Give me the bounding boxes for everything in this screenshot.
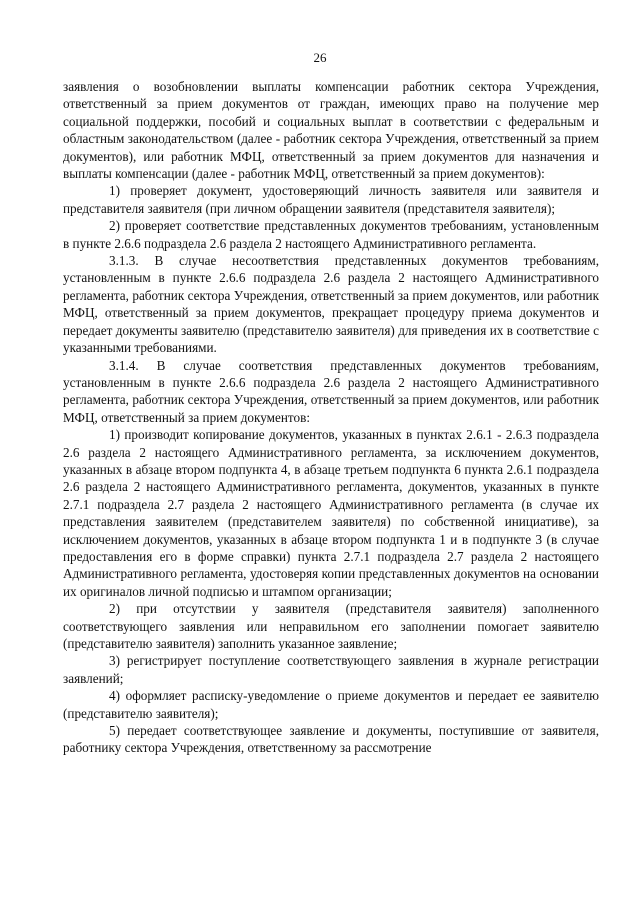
paragraph: 3.1.3. В случае несоответствия представленных документов требованиям, установленным в пункте 2.6.6 подраздела 2.6 раздела 2 настоящего Административного регламента, работник сектора Учреждения, ответственный за прием документов, или работник МФЦ, ответственный за прием документов, прекращает процедуру приема документов и передает документы заявителю (представителю заявителя) для приведения их в соответствие с указанными требованиями. — [63, 253, 599, 356]
paragraph: 3) регистрирует поступление соответствующего заявления в журнале регистрации заявлений; — [63, 653, 599, 686]
paragraph: 4) оформляет расписку-уведомление о приеме документов и передает ее заявителю (представителю заявителя); — [63, 688, 599, 721]
paragraph: 2) при отсутствии у заявителя (представителя заявителя) заполненного соответствующего заявления или неправильном его заполнении помогает заявителю (представителю заявителя) заполнить указанное заявление; — [63, 601, 599, 651]
paragraph: 3.1.4. В случае соответствия представленных документов требованиям, установленным в пункте 2.6.6 подраздела 2.6 раздела 2 настоящего Административного регламента, работник сектора Учреждения, ответственный за прием документов, или работник МФЦ, ответственный за прием документов: — [63, 357, 599, 425]
paragraph: заявления о возобновлении выплаты компенсации работник сектора Учреждения, ответственный за прием документов от граждан, имеющих право на получение мер социальной поддержки, пособий и социальных выплат в соответствии с федеральным и областным законодательством (далее - работник сектора Учреждения, ответственный за прием документов), или работник МФЦ, ответственный за прием документов для назначения и выплаты компенсации (далее - работник МФЦ, ответственный за прием документов): — [63, 79, 599, 182]
paragraph: 5) передает соответствующее заявление и документы, поступившие от заявителя, работнику сектора Учреждения, ответственному за рассмотрение — [63, 723, 599, 756]
paragraph: 1) производит копирование документов, указанных в пунктах 2.6.1 - 2.6.3 подраздела 2.6 раздела 2 настоящего Административного регламента, за исключением документов, указанных в абзаце втором подпункта 4, в абзаце третьем подпункта 6 пункта 2.6.1 подраздела 2.6 раздела 2 настоящего Административного регламента, документов, указанных в пункте 2.7.1 подраздела 2.7 раздела 2 настоящего Административного регламента (в случае их представления заявителем (представителем заявителя) по собственной инициативе), за исключением документов, указанных в абзаце втором подпункта 1 и в подпункте 3 (в случае предоставления его в форме справки) пункта 2.7.1 подраздела 2.7 раздела 2 настоящего Административного регламента, удостоверяя копии представленных документов на основании их оригиналов личной подписью и штампом организации; — [63, 427, 599, 599]
paragraph: 1) проверяет документ, удостоверяющий личность заявителя или заявителя и представителя заявителя (при личном обращении заявителя (представителя заявителя); — [63, 183, 599, 216]
page-number: 26 — [313, 50, 327, 65]
document-body — [63, 78, 599, 757]
paragraph: 2) проверяет соответствие представленных документов требованиям, установленным в пункте 2.6.6 подраздела 2.6 раздела 2 настоящего Административного регламента. — [63, 218, 599, 251]
